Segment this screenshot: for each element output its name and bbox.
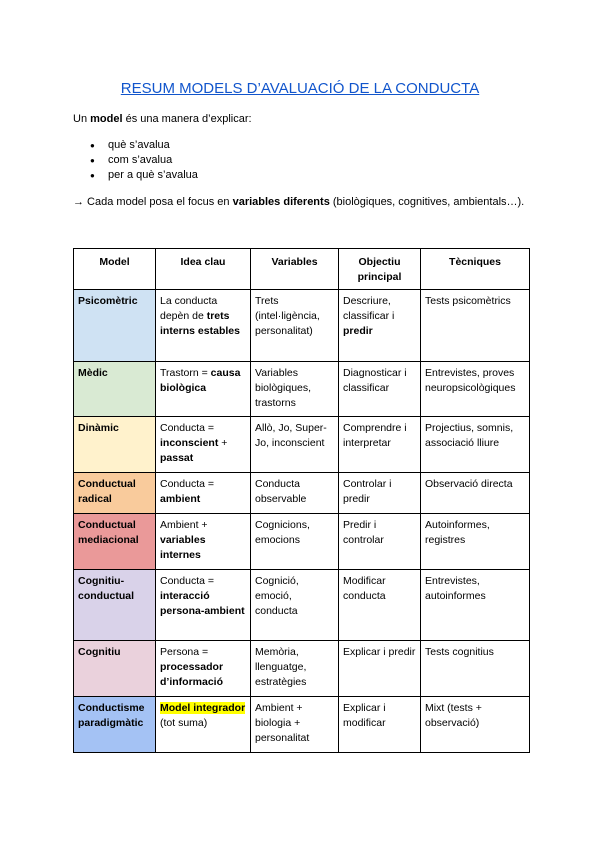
cell-idea: Conducta = inconscient + passat — [156, 417, 251, 473]
intro-line: Un model és una manera d’explicar: — [73, 113, 252, 125]
cell-idea: Trastorn = causa biològica — [156, 362, 251, 417]
cell-objectiu: Comprendre i interpretar — [339, 417, 421, 473]
cell-model: Dinàmic — [74, 417, 156, 473]
cell-objectiu: Controlar i predir — [339, 473, 421, 514]
cell-model: Cognitiu-conductual — [74, 570, 156, 641]
cell-variables: Trets (intel·ligència, personalitat) — [251, 290, 339, 362]
table-row — [74, 417, 530, 473]
cell-objectiu: Descriure, classificar i predir — [339, 290, 421, 362]
cell-variables: Allò, Jo, Super-Jo, inconscient — [251, 417, 339, 473]
header-tecniques: Tècniques — [421, 249, 530, 290]
cell-variables: Conducta observable — [251, 473, 339, 514]
table-body — [74, 290, 530, 753]
cell-tecniques: Autoinformes, registres — [421, 514, 530, 570]
header-variables: Variables — [251, 249, 339, 290]
cell-tecniques: Projectius, somnis, associació lliure — [421, 417, 530, 473]
cell-idea: Persona = processador d’informació — [156, 641, 251, 697]
list-item: ● què s’avalua — [90, 138, 198, 153]
models-table — [73, 248, 530, 753]
cell-model: Cognitiu — [74, 641, 156, 697]
cell-idea: Model integrador (tot suma) — [156, 697, 251, 753]
header-model: Model — [74, 249, 156, 290]
cell-idea: Ambient + variables internes — [156, 514, 251, 570]
cell-idea: Conducta = interacció persona-ambient — [156, 570, 251, 641]
cell-model: Conductisme paradigmàtic — [74, 697, 156, 753]
cell-tecniques: Entrevistes, proves neuropsicològiques — [421, 362, 530, 417]
cell-variables: Cognició, emoció, conducta — [251, 570, 339, 641]
cell-objectiu: Explicar i predir — [339, 641, 421, 697]
cell-objectiu: Diagnosticar i classificar — [339, 362, 421, 417]
cell-tecniques: Mixt (tests + observació) — [421, 697, 530, 753]
cell-tecniques: Observació directa — [421, 473, 530, 514]
focus-line: → Cada model posa el focus en variables diferents (biològiques, cognitives, ambientals…). — [73, 196, 525, 208]
header-objectiu: Objectiu principal — [339, 249, 421, 290]
cell-idea: La conducta depèn de trets interns estables — [156, 290, 251, 362]
cell-model: Conductual radical — [74, 473, 156, 514]
list-item: ● per a què s’avalua — [90, 168, 198, 183]
cell-objectiu: Predir i controlar — [339, 514, 421, 570]
table-row — [74, 473, 530, 514]
cell-variables: Cognicions, emocions — [251, 514, 339, 570]
cell-variables: Variables biològiques, trastorns — [251, 362, 339, 417]
cell-tecniques: Entrevistes, autoinformes — [421, 570, 530, 641]
page-title: RESUM MODELS D’AVALUACIÓ DE LA CONDUCTA — [120, 80, 480, 97]
cell-objectiu: Explicar i modificar — [339, 697, 421, 753]
cell-variables: Memòria, llenguatge, estratègies — [251, 641, 339, 697]
table-header-row — [74, 249, 530, 290]
list-item: ● com s’avalua — [90, 153, 198, 168]
cell-model: Conductual mediacional — [74, 514, 156, 570]
cell-objectiu: Modificar conducta — [339, 570, 421, 641]
header-idea: Idea clau — [156, 249, 251, 290]
cell-tecniques: Tests cognitius — [421, 641, 530, 697]
cell-tecniques: Tests psicomètrics — [421, 290, 530, 362]
cell-model: Psicomètric — [74, 290, 156, 362]
table-row — [74, 641, 530, 697]
cell-idea: Conducta = ambient — [156, 473, 251, 514]
table-row — [74, 514, 530, 570]
cell-variables: Ambient + biologia + personalitat — [251, 697, 339, 753]
table-row — [74, 570, 530, 641]
table-row — [74, 362, 530, 417]
table-row — [74, 697, 530, 753]
cell-model: Mèdic — [74, 362, 156, 417]
table-row — [74, 290, 530, 362]
bullet-list — [90, 138, 198, 183]
